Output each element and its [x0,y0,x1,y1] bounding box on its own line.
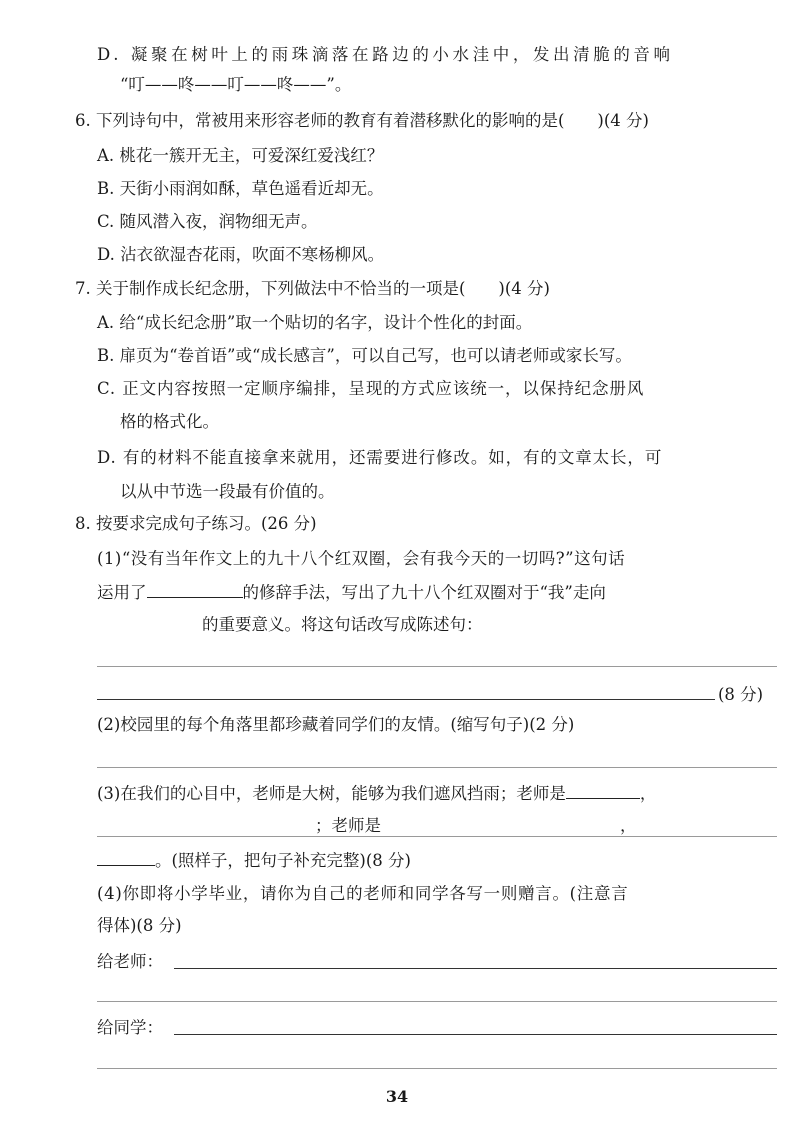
q7-option-d-line2: 以从中节选一段最有价值的。 [120,482,335,501]
q8-s1-line3: 的重要意义。将这句话改写成陈述句： [202,615,483,634]
answer-line-4[interactable] [97,836,777,837]
q6-option-d: D. 沾衣欲湿杏花雨，吹面不寒杨柳风。 [97,245,385,264]
q8-s3-comma-2: ， [620,816,637,835]
answer-line-3[interactable] [97,767,777,768]
q6-stem: 6. 下列诗句中，常被用来形容老师的教育有着潜移默化的影响的是( )(4 分) [75,111,649,130]
to-teacher-line[interactable] [174,968,777,969]
answer-line-2[interactable] [97,699,715,700]
q8-s3-line3-text: 。(照样子，把句子补充完整)(8 分) [155,851,411,870]
q7-option-c-line2: 格的格式化。 [120,412,219,431]
rhetoric-answer-blank[interactable] [147,580,243,598]
metaphor-blank-3[interactable] [97,848,155,866]
q8-s1-line2 [97,580,606,604]
to-teacher-label: 给老师： [97,952,163,971]
q7-stem: 7. 关于制作成长纪念册，下列做法中不恰当的一项是( )(4 分) [75,279,550,298]
q7-option-c-line1: C. 正文内容按照一定顺序编排，呈现的方式应该统一，以保持纪念册风 [97,379,645,398]
page-number: 34 [385,1087,409,1106]
answer-line-1[interactable] [97,666,777,667]
q8-s1-score: (8 分) [718,685,764,704]
q8-s2: (2)校园里的每个角落里都珍藏着同学们的友情。(缩写句子)(2 分) [97,715,575,734]
q8-s1-line2-prefix: 运用了 [97,583,147,602]
to-teacher-line-2[interactable] [97,1001,777,1002]
to-classmate-line[interactable] [174,1034,777,1035]
q8-s3-line3 [97,848,411,872]
q8-s3-line1-text: (3)在我们的心目中，老师是大树，能够为我们遮风挡雨；老师是 [97,784,566,803]
q5-option-d-line2: “叮——咚——叮——咚——”。 [120,75,352,94]
q6-option-a: A. 桃花一簇开无主，可爱深红爱浅红？ [97,146,384,165]
q8-s3-line1 [97,781,656,805]
q7-option-d-line1: D. 有的材料不能直接拿来就用，还需要进行修改。如，有的文章太长，可 [97,448,663,467]
q6-option-b: B. 天街小雨润如酥，草色遥看近却无。 [97,179,384,198]
metaphor-blank-1[interactable] [566,781,640,799]
q6-option-c: C. 随风潜入夜，润物细无声。 [97,212,318,231]
q8-stem: 8. 按要求完成句子练习。(26 分) [75,514,317,533]
q7-option-a: A. 给“成长纪念册”取一个贴切的名字，设计个性化的封面。 [97,313,533,332]
q8-s3-comma-1: ， [639,784,657,803]
to-classmate-label: 给同学： [97,1018,163,1037]
q8-s1-line1: (1)“没有当年作文上的九十八个红双圈，会有我今天的一切吗?”这句话 [97,549,626,568]
q8-s4-line2: 得体)(8 分) [97,916,182,935]
q8-s4-line1: (4)你即将小学毕业，请你为自己的老师和同学各写一则赠言。(注意言 [97,884,629,903]
q5-option-d-line1: D. 凝聚在树叶上的雨珠滴落在路边的小水洼中，发出清脆的音响 [97,45,674,64]
q8-s3-line2-part1: ；老师是 [315,816,381,835]
q7-option-b: B. 扉页为“卷首语”或“成长感言”，可以自己写，也可以请老师或家长写。 [97,346,632,365]
q8-s1-line2-suffix: 的修辞手法，写出了九十八个红双圈对于“我”走向 [242,583,606,602]
to-classmate-line-2[interactable] [97,1068,777,1069]
